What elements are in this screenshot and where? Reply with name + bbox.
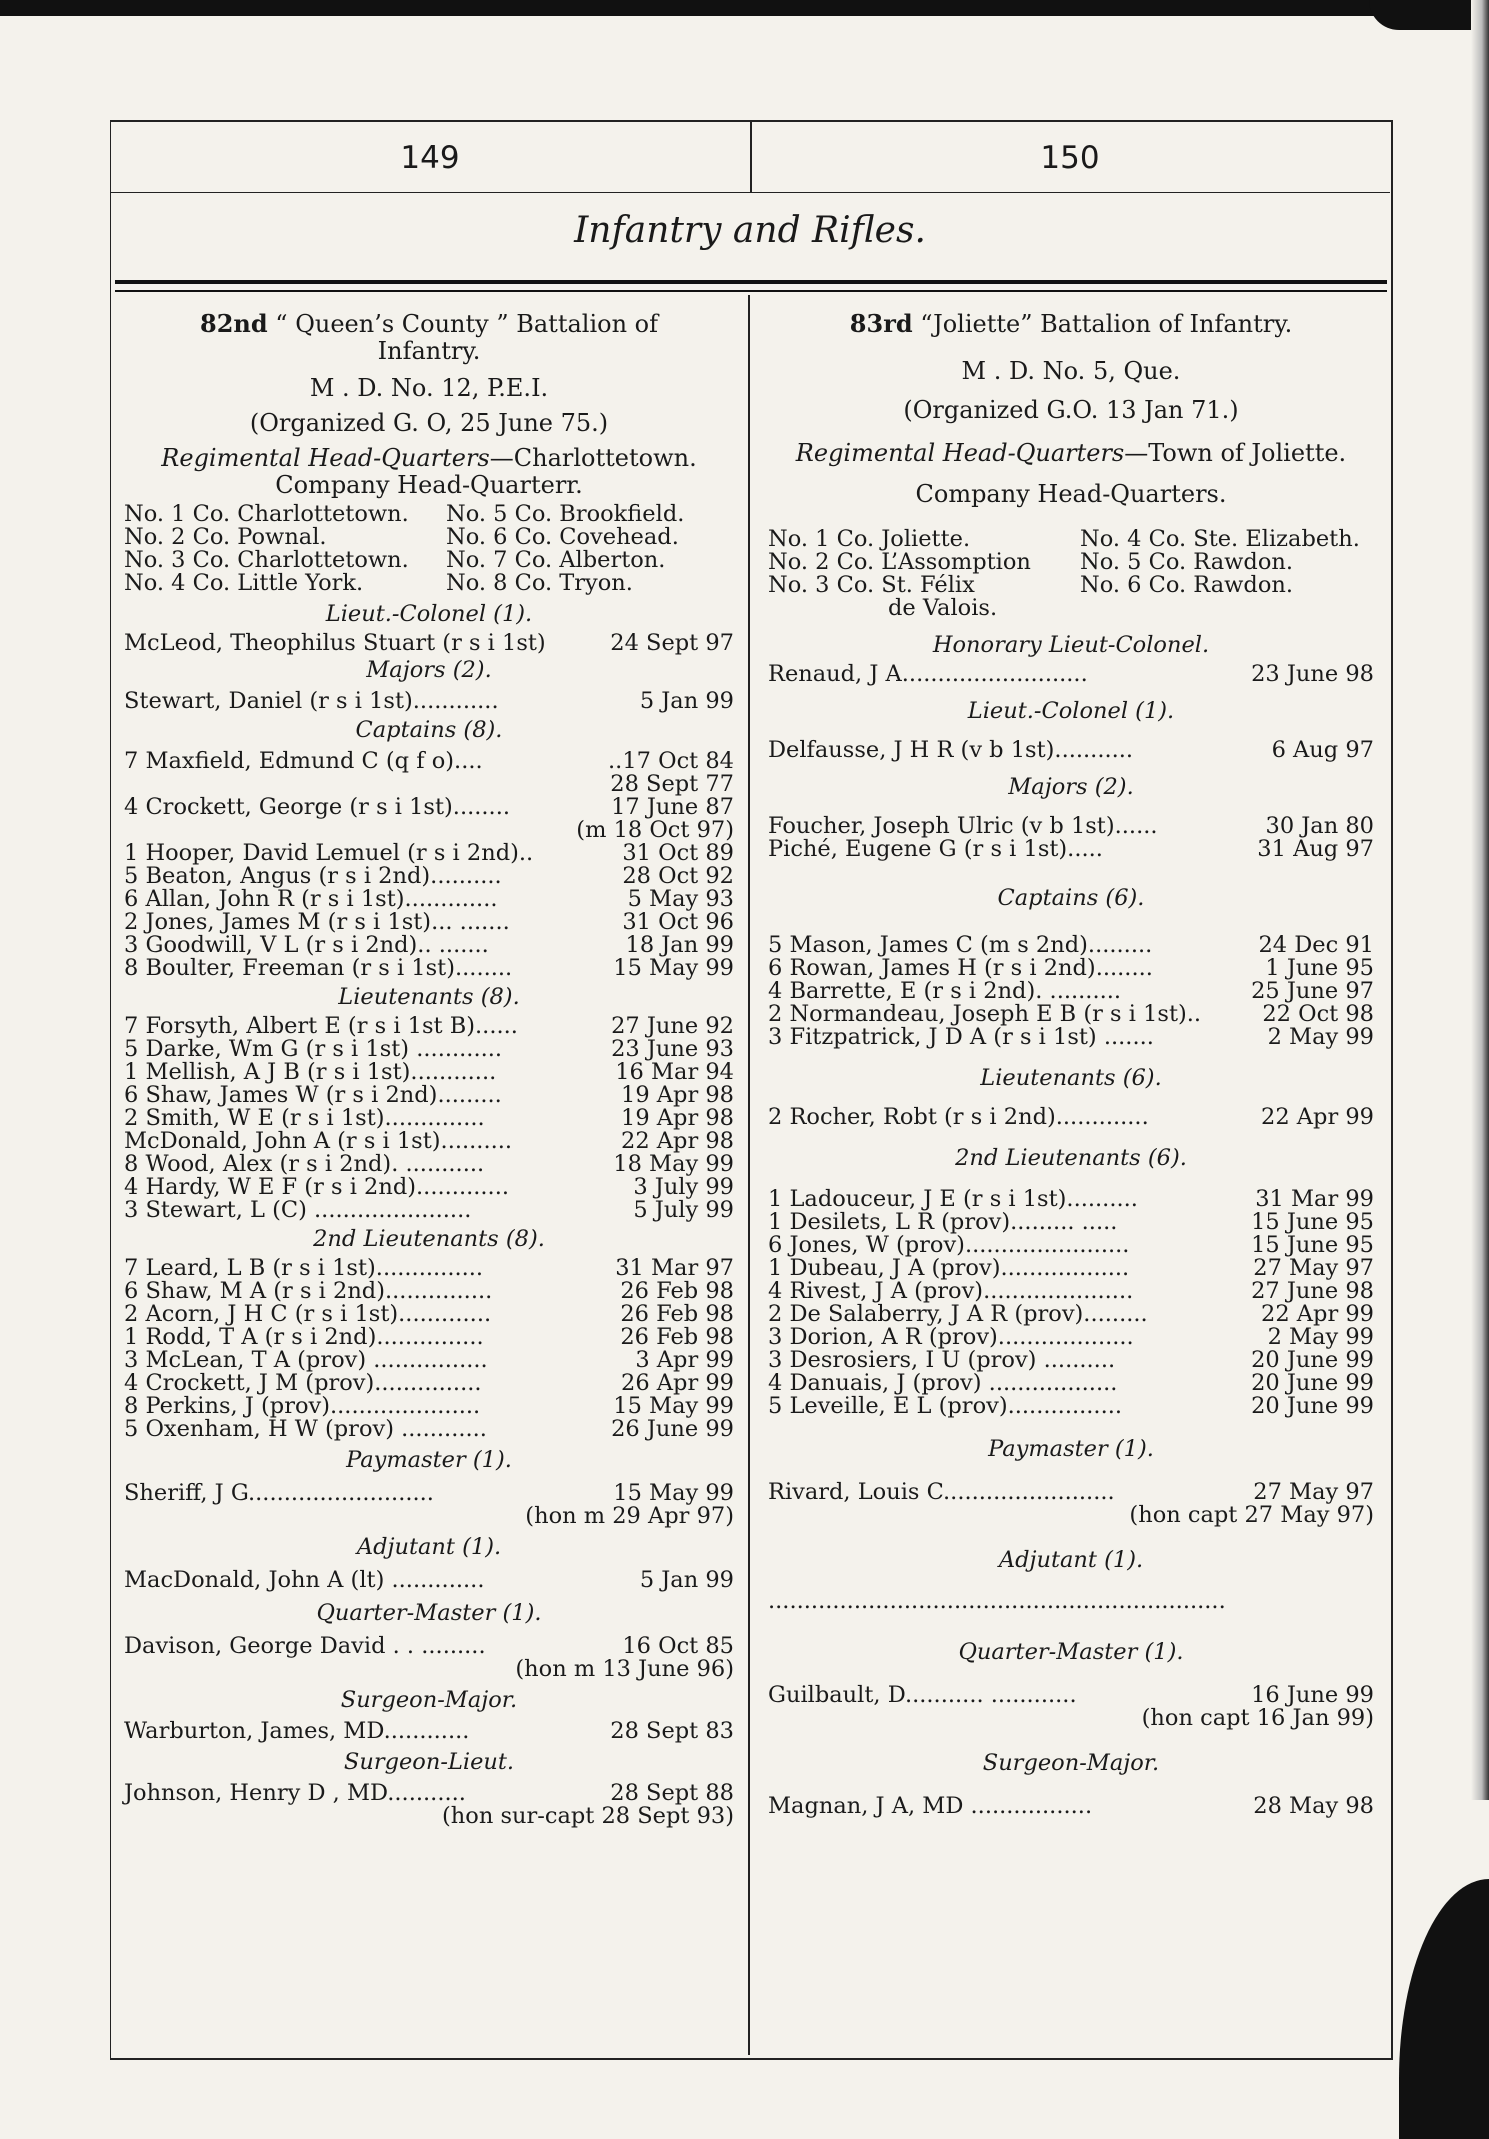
heading-lieut-colonel: Lieut.-Colonel (1). <box>325 601 533 627</box>
heading-quarter-master: Quarter-Master (1). <box>958 1639 1184 1665</box>
officer-name: 6 Shaw, James W (r s i 2nd)......... <box>124 1082 502 1108</box>
officer-entry <box>124 957 734 980</box>
officer-entry <box>768 663 1374 686</box>
company-row <box>768 528 1374 551</box>
officer-entry <box>124 1061 734 1084</box>
officer-name: 2 Normandeau, Joseph E B (r s i 1st).. <box>768 1001 1202 1027</box>
appointment-date: 2 May 99 <box>1267 1024 1374 1050</box>
officer-name: 5 Darke, Wm G (r s i 1st) ............ <box>124 1036 503 1062</box>
appointment-date: 16 June 99 <box>1251 1682 1374 1708</box>
officer-entry <box>768 1234 1374 1257</box>
officer-note <box>124 773 734 796</box>
list-captains <box>768 934 1374 1049</box>
heading-surgeon-major: Surgeon-Major. <box>982 1750 1160 1776</box>
list-paymaster <box>124 1482 734 1528</box>
appointment-date: 28 May 98 <box>1253 1793 1374 1819</box>
heading-adjutant: Adjutant (1). <box>998 1547 1144 1573</box>
company-entry: No. 4 Co. Little York. <box>124 570 364 596</box>
heading-lieutenants: Lieutenants (8). <box>338 984 520 1010</box>
heading-honorary-lieut-colonel: Honorary Lieut-Colonel. <box>932 632 1210 658</box>
appointment-date: 25 June 97 <box>1251 978 1374 1004</box>
list-surgeon-lieut <box>124 1782 734 1828</box>
company-entry: No. 7 Co. Alberton. <box>446 547 666 573</box>
appointment-date: 20 June 99 <box>1251 1370 1374 1396</box>
officer-entry <box>124 1635 734 1658</box>
officer-entry <box>768 1106 1374 1129</box>
officer-note <box>768 1707 1374 1730</box>
company-row <box>124 549 734 572</box>
company-list <box>124 503 734 595</box>
officer-entry <box>124 888 734 911</box>
left-page-number: 149 <box>400 140 460 176</box>
heading-2nd-lieutenants: 2nd Lieutenants (6). <box>955 1145 1187 1171</box>
appointment-date: 28 Sept 83 <box>610 1718 734 1744</box>
officer-entry <box>768 1211 1374 1234</box>
appointment-date: 26 Feb 98 <box>620 1301 734 1327</box>
right-page-number: 150 <box>1040 140 1100 176</box>
appointment-date: 23 June 93 <box>611 1036 734 1062</box>
list-quarter-master <box>768 1684 1374 1730</box>
appointment-date: 31 Mar 99 <box>1255 1186 1374 1212</box>
company-entry: de Valois. <box>888 595 998 621</box>
officer-name: 1 Mellish, A J B (r s i 1st)............ <box>124 1059 497 1085</box>
officer-name: Guilbault, D........... ............ <box>768 1682 1077 1708</box>
appointment-date: 31 Oct 96 <box>622 909 734 935</box>
heading-paymaster: Paymaster (1). <box>988 1436 1154 1462</box>
battalion-title-line2: Infantry. <box>377 337 481 365</box>
scan-edge-top <box>0 0 1489 16</box>
appointment-date: 28 Sept 77 <box>610 771 734 797</box>
officer-name: McLeod, Theophilus Stuart (r s i 1st) <box>124 630 546 656</box>
officer-name: 6 Shaw, M A (r s i 2nd)............... <box>124 1278 493 1304</box>
officer-entry <box>768 957 1374 980</box>
appointment-date: 5 Jan 99 <box>639 1567 734 1593</box>
officer-name: Davison, George David . . ......... <box>124 1633 486 1659</box>
officer-name: 4 Crockett, George (r s i 1st)........ <box>124 794 511 820</box>
officer-name: 5 Leveille, E L (prov)................ <box>768 1393 1123 1419</box>
officer-entry <box>124 1326 734 1349</box>
officer-entry <box>124 911 734 934</box>
company-list <box>768 528 1374 620</box>
battalion-title: 83rd “Joliette” Battalion of Infantry. <box>849 309 1293 338</box>
officer-entry <box>768 815 1374 838</box>
regimental-hq: Regimental Head-Quarters—Town of Joliette. <box>795 439 1347 467</box>
officer-name: Piché, Eugene G (r s i 1st)..... <box>768 836 1103 862</box>
officer-entry <box>124 1395 734 1418</box>
officer-entry <box>768 1003 1374 1026</box>
officer-name: Johnson, Henry D , MD........... <box>124 1780 466 1806</box>
officer-name: Renaud, J A.......................... <box>768 661 1088 687</box>
officer-note <box>124 1658 734 1681</box>
officer-name: 8 Wood, Alex (r s i 2nd). ........... <box>124 1151 485 1177</box>
page-number-bar <box>110 122 1390 193</box>
officer-name: Sheriff, J G.......................... <box>124 1480 434 1506</box>
heading-paymaster: Paymaster (1). <box>346 1447 512 1473</box>
appointment-date: (hon sur-capt 28 Sept 93) <box>442 1803 734 1829</box>
company-row <box>768 551 1374 574</box>
officer-name: 5 Mason, James C (m s 2nd)......... <box>768 932 1153 958</box>
appointment-date: 22 Apr 99 <box>1261 1104 1374 1130</box>
company-row <box>768 597 1374 620</box>
column-divider <box>748 295 750 2055</box>
appointment-date: 31 Oct 89 <box>622 840 734 866</box>
officer-name: 6 Jones, W (prov)....................... <box>768 1232 1130 1258</box>
officer-name: 3 McLean, T A (prov) ................ <box>124 1347 488 1373</box>
company-row <box>768 574 1374 597</box>
right-column <box>768 310 1374 1818</box>
officer-entry <box>124 1418 734 1441</box>
appointment-date: 18 May 99 <box>613 1151 734 1177</box>
appointment-date: 1 June 95 <box>1265 955 1374 981</box>
officer-name: 2 Rocher, Robt (r s i 2nd)............. <box>768 1104 1149 1130</box>
list-2nd-lieutenants <box>768 1188 1374 1418</box>
appointment-date: 27 June 98 <box>1251 1278 1374 1304</box>
appointment-date: 26 Apr 99 <box>621 1370 734 1396</box>
officer-name: Warburton, James, MD............ <box>124 1718 470 1744</box>
heavy-rule <box>115 280 1387 284</box>
list-adjutant <box>124 1569 734 1592</box>
left-column <box>124 310 734 1828</box>
officer-entry <box>124 842 734 865</box>
officer-name: Delfausse, J H R (v b 1st)........... <box>768 737 1134 763</box>
appointment-date: 28 Sept 88 <box>610 1780 734 1806</box>
officer-entry <box>124 1015 734 1038</box>
heading-majors: Majors (2). <box>366 657 492 683</box>
appointment-date: 3 Apr 99 <box>635 1347 734 1373</box>
appointment-date: 15 May 99 <box>613 1393 734 1419</box>
officer-name: 4 Danuais, J (prov) .................. <box>768 1370 1118 1396</box>
appointment-date: 5 July 99 <box>633 1197 734 1223</box>
officer-entry <box>768 980 1374 1003</box>
appointment-date: 22 Apr 99 <box>1261 1301 1374 1327</box>
battalion-title: 82nd “ Queen’s County ” Battalion of <box>200 309 658 338</box>
appointment-date: 22 Oct 98 <box>1262 1001 1374 1027</box>
officer-name: 1 Rodd, T A (r s i 2nd)............... <box>124 1324 484 1350</box>
heading-lieut-colonel: Lieut.-Colonel (1). <box>967 698 1175 724</box>
appointment-date: 15 May 99 <box>613 955 734 981</box>
list-lieut-colonel <box>768 739 1374 762</box>
officer-entry <box>768 1188 1374 1211</box>
appointment-date: 26 Feb 98 <box>620 1324 734 1350</box>
company-entry: No. 5 Co. Brookfield. <box>446 501 685 527</box>
officer-entry <box>768 1349 1374 1372</box>
officer-name: 2 Jones, James M (r s i 1st)... ....... <box>124 909 510 935</box>
heading-captains: Captains (8). <box>355 717 503 743</box>
officer-entry <box>124 1107 734 1130</box>
appointment-date: 15 June 95 <box>1251 1209 1374 1235</box>
officer-name: 5 Oxenham, H W (prov) ............ <box>124 1416 487 1442</box>
officer-entry <box>124 690 734 713</box>
officer-name: 1 Hooper, David Lemuel (r s i 2nd).. <box>124 840 534 866</box>
officer-entry <box>768 1372 1374 1395</box>
officer-name: 6 Rowan, James H (r s i 2nd)........ <box>768 955 1153 981</box>
company-entry: No. 1 Co. Charlottetown. <box>124 501 409 527</box>
scan-edge-right <box>1471 0 1489 1800</box>
officer-entry <box>124 1782 734 1805</box>
officer-entry <box>124 796 734 819</box>
list-honorary-lieut-colonel <box>768 663 1374 686</box>
company-row <box>124 503 734 526</box>
heading-adjutant: Adjutant (1). <box>356 1534 502 1560</box>
officer-entry <box>768 739 1374 762</box>
appointment-date: ..17 Oct 84 <box>608 748 734 774</box>
appointment-date: 3 July 99 <box>633 1174 734 1200</box>
officer-name: MacDonald, John A (lt) ............. <box>124 1567 485 1593</box>
officer-entry <box>124 1038 734 1061</box>
officer-entry <box>768 1326 1374 1349</box>
officer-name: 1 Ladouceur, J E (r s i 1st).......... <box>768 1186 1138 1212</box>
officer-entry <box>124 1303 734 1326</box>
officer-entry <box>124 1257 734 1280</box>
officer-name: 4 Barrette, E (r s i 2nd). .......... <box>768 978 1122 1004</box>
officer-entry <box>768 1280 1374 1303</box>
appointment-date: 20 June 99 <box>1251 1347 1374 1373</box>
officer-name: 3 Goodwill, V L (r s i 2nd).. ....... <box>124 932 489 958</box>
list-majors <box>768 815 1374 861</box>
company-entry: No. 4 Co. Ste. Elizabeth. <box>1080 526 1360 552</box>
officer-note <box>124 819 734 842</box>
company-entry: No. 3 Co. Charlottetown. <box>124 547 409 573</box>
list-quarter-master <box>124 1635 734 1681</box>
appointment-date: 18 Jan 99 <box>625 932 734 958</box>
list-lieut-colonel <box>124 632 734 655</box>
appointment-date: 16 Oct 85 <box>622 1633 734 1659</box>
appointment-date: 17 June 87 <box>611 794 734 820</box>
officer-entry <box>768 1303 1374 1326</box>
appointment-date: 20 June 99 <box>1251 1393 1374 1419</box>
officer-entry <box>124 1130 734 1153</box>
appointment-date: 15 May 99 <box>613 1480 734 1506</box>
appointment-date: 30 Jan 80 <box>1265 813 1374 839</box>
company-entry: No. 6 Co. Covehead. <box>446 524 679 550</box>
officer-entry <box>124 1372 734 1395</box>
appointment-date: (hon m 13 June 96) <box>515 1656 734 1682</box>
list-surgeon-major <box>124 1720 734 1743</box>
company-entry: No. 3 Co. St. Félix <box>768 572 975 598</box>
officer-entry <box>768 1684 1374 1707</box>
appointment-date: (hon m 29 Apr 97) <box>525 1503 734 1529</box>
officer-entry <box>124 934 734 957</box>
officer-name: Magnan, J A, MD ................. <box>768 1793 1093 1819</box>
officer-name: 3 Dorion, A R (prov)................... <box>768 1324 1134 1350</box>
officer-name: McDonald, John A (r s i 1st).......... <box>124 1128 513 1154</box>
appointment-date: 16 Mar 94 <box>615 1059 734 1085</box>
appointment-date: 19 Apr 98 <box>621 1105 734 1131</box>
officer-name: 1 Dubeau, J A (prov).................. <box>768 1255 1130 1281</box>
officer-name: 2 Acorn, J H C (r s i 1st)............. <box>124 1301 492 1327</box>
appointment-date: 5 Jan 99 <box>639 688 734 714</box>
officer-name: Rivard, Louis C........................ <box>768 1479 1115 1505</box>
appointment-date: 22 Apr 98 <box>621 1128 734 1154</box>
officer-name: 4 Crockett, J M (prov)............... <box>124 1370 482 1396</box>
list-majors <box>124 690 734 713</box>
organized-note: (Organized G. O, 25 June 75.) <box>249 409 609 437</box>
heading-surgeon-major: Surgeon-Major. <box>340 1687 518 1713</box>
officer-name: 8 Boulter, Freeman (r s i 1st)........ <box>124 955 513 981</box>
officer-note <box>124 1505 734 1528</box>
officer-entry <box>768 1481 1374 1504</box>
officer-entry <box>124 750 734 773</box>
officer-entry <box>124 632 734 655</box>
officer-name: Stewart, Daniel (r s i 1st)............ <box>124 688 499 714</box>
officer-entry <box>124 1720 734 1743</box>
officer-name: 2 Smith, W E (r s i 1st).............. <box>124 1105 485 1131</box>
officer-name: Foucher, Joseph Ulric (v b 1st)...... <box>768 813 1158 839</box>
appointment-date: 15 June 95 <box>1251 1232 1374 1258</box>
officer-entry <box>124 1199 734 1222</box>
appointment-date: 26 June 99 <box>611 1416 734 1442</box>
company-hq-heading: Company Head-Quarters. <box>915 480 1227 508</box>
military-district: M . D. No. 5, Que. <box>961 357 1181 385</box>
appointment-date: 6 Aug 97 <box>1271 737 1374 763</box>
appointment-date: (hon capt 16 Jan 99) <box>1141 1705 1374 1731</box>
officer-name: 4 Hardy, W E F (r s i 2nd)............. <box>124 1174 510 1200</box>
heading-captains: Captains (6). <box>997 885 1145 911</box>
appointment-date: 5 May 93 <box>627 886 734 912</box>
regimental-hq: Regimental Head-Quarters—Charlottetown. <box>161 444 697 472</box>
officer-entry <box>124 1084 734 1107</box>
heading-majors: Majors (2). <box>1008 774 1134 800</box>
appointment-date: 24 Sept 97 <box>610 630 734 656</box>
appointment-date: 27 May 97 <box>1253 1255 1374 1281</box>
appointment-date: 26 Feb 98 <box>620 1278 734 1304</box>
list-surgeon-major <box>768 1795 1374 1818</box>
section-title: Infantry and Rifles. <box>574 210 926 251</box>
officer-entry <box>124 1280 734 1303</box>
officer-name: 7 Forsyth, Albert E (r s i 1st B)...... <box>124 1013 518 1039</box>
officer-entry <box>768 1795 1374 1818</box>
officer-entry <box>124 865 734 888</box>
officer-name: 7 Maxfield, Edmund C (q f o).... <box>124 748 483 774</box>
appointment-date: 27 June 92 <box>611 1013 734 1039</box>
officer-name: 3 Stewart, L (C) ...................... <box>124 1197 472 1223</box>
officer-entry <box>768 838 1374 861</box>
officer-name: 2 De Salaberry, J A R (prov)......... <box>768 1301 1148 1327</box>
company-entry: No. 2 Co. L’Assomption <box>768 549 1031 575</box>
list-captains <box>124 750 734 980</box>
officer-note <box>124 1805 734 1828</box>
military-district: M . D. No. 12, P.E.I. <box>309 374 549 402</box>
appointment-date: 24 Dec 91 <box>1258 932 1374 958</box>
officer-entry <box>768 934 1374 957</box>
company-row <box>124 526 734 549</box>
officer-entry <box>124 1153 734 1176</box>
list-paymaster <box>768 1481 1374 1527</box>
company-entry: No. 1 Co. Joliette. <box>768 526 971 552</box>
appointment-date: 27 May 97 <box>1253 1479 1374 1505</box>
appointment-date: 31 Mar 97 <box>615 1255 734 1281</box>
officer-name: 6 Allan, John R (r s i 1st)............. <box>124 886 498 912</box>
company-row <box>124 572 734 595</box>
heading-surgeon-lieut: Surgeon-Lieut. <box>343 1749 515 1775</box>
officer-name: 7 Leard, L B (r s i 1st)............... <box>124 1255 484 1281</box>
officer-entry <box>124 1176 734 1199</box>
company-entry: No. 8 Co. Tryon. <box>446 570 633 596</box>
appointment-date: (m 18 Oct 97) <box>576 817 734 843</box>
appointment-date: 19 Apr 98 <box>621 1082 734 1108</box>
heading-2nd-lieutenants: 2nd Lieutenants (8). <box>313 1226 545 1252</box>
officer-entry <box>768 1395 1374 1418</box>
adjutant-blank: ................................................................ <box>768 1588 1226 1614</box>
officer-name: 1 Desilets, L R (prov)......... ..... <box>768 1209 1118 1235</box>
list-lieutenants <box>124 1015 734 1222</box>
appointment-date: (hon capt 27 May 97) <box>1129 1502 1374 1528</box>
officer-name: 3 Desrosiers, I U (prov) .......... <box>768 1347 1116 1373</box>
officer-name: 3 Fitzpatrick, J D A (r s i 1st) ....... <box>768 1024 1154 1050</box>
scan-edge-bottom-corner <box>1399 1879 1489 2139</box>
officer-name: 5 Beaton, Angus (r s i 2nd).......... <box>124 863 502 889</box>
company-hq-heading: Company Head-Quarterr. <box>275 471 583 499</box>
company-entry: No. 6 Co. Rawdon. <box>1080 572 1294 598</box>
company-entry: No. 2 Co. Pownal. <box>124 524 327 550</box>
appointment-date: 2 May 99 <box>1267 1324 1374 1350</box>
thin-rule <box>115 290 1387 292</box>
appointment-date: 31 Aug 97 <box>1257 836 1374 862</box>
officer-name: 8 Perkins, J (prov)..................... <box>124 1393 481 1419</box>
officer-entry <box>124 1569 734 1592</box>
officer-note <box>768 1504 1374 1527</box>
officer-name: 4 Rivest, J A (prov)..................... <box>768 1278 1134 1304</box>
organized-note: (Organized G.O. 13 Jan 71.) <box>903 396 1239 424</box>
officer-entry <box>124 1482 734 1505</box>
list-2nd-lieutenants <box>124 1257 734 1441</box>
officer-entry <box>768 1257 1374 1280</box>
heading-quarter-master: Quarter-Master (1). <box>316 1600 542 1626</box>
appointment-date: 28 Oct 92 <box>622 863 734 889</box>
heading-lieutenants: Lieutenants (6). <box>980 1065 1162 1091</box>
company-entry: No. 5 Co. Rawdon. <box>1080 549 1294 575</box>
list-lieutenants <box>768 1106 1374 1129</box>
appointment-date: 23 June 98 <box>1251 661 1374 687</box>
officer-entry <box>124 1349 734 1372</box>
officer-entry <box>768 1026 1374 1049</box>
